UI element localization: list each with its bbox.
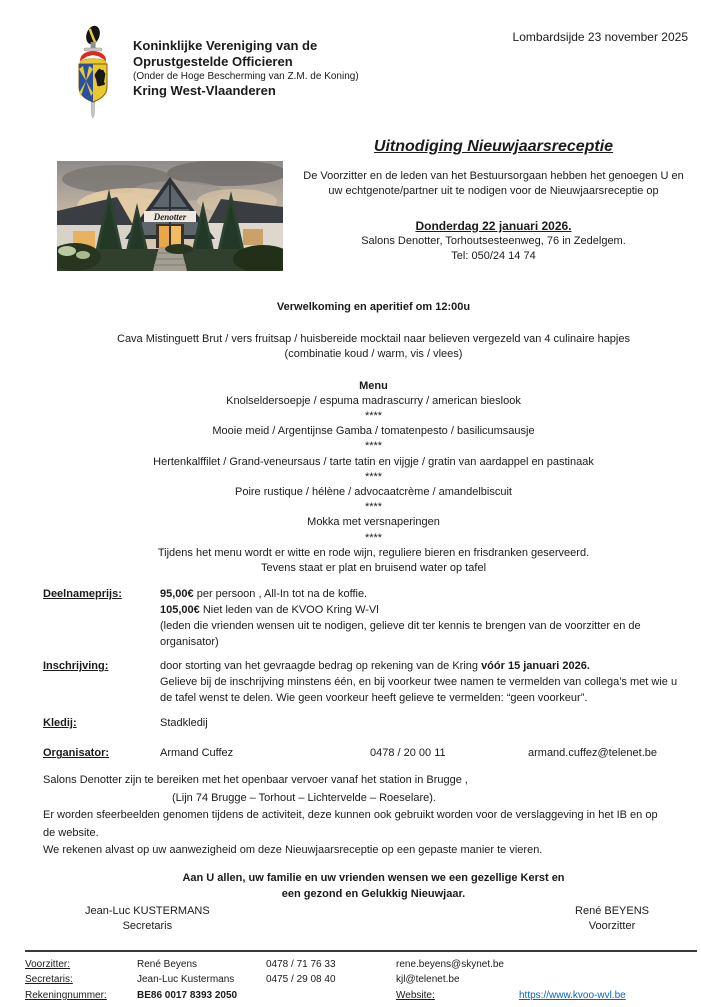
event-date: Donderdag 22 januari 2026.: [415, 218, 572, 233]
dresscode-value: Stadkledij: [160, 717, 208, 730]
organiser-phone: 0478 / 20 00 11: [370, 747, 446, 760]
aperitif-line: (combinatie koud / warm, vis / vlees): [284, 348, 463, 361]
drinks-line: Tevens staat er plat en bruisend water op tafel: [260, 562, 487, 575]
footer-phone: 0475 / 29 08 40: [266, 974, 336, 986]
menu-course: Knolseldersoepje / espuma madrascurry / american bieslook: [226, 394, 521, 407]
event-phone: Tel: 050/24 14 74: [451, 250, 536, 263]
website-label: Website:: [396, 989, 435, 1001]
letterhead: [0, 25, 701, 137]
invitation-section: [0, 137, 701, 289]
menu-separator: ****: [364, 440, 383, 453]
menu-separator: ****: [364, 531, 383, 544]
secretary-signature: [85, 904, 210, 934]
account-number: BE86 0017 8393 2050: [137, 989, 238, 1001]
greeting-line: Aan U allen, uw familie en uw vrienden wensen we een gezellige Kerst en: [182, 871, 565, 884]
greeting-line: een gezond en Gelukkig Nieuwjaar.: [281, 887, 466, 900]
menu-separator: ****: [364, 410, 383, 423]
registration-row: [43, 658, 686, 706]
account-label: Rekeningnummer:: [25, 989, 107, 1001]
transport-line: Salons Denotter zijn te bereiken met het openbaar vervoer vanaf het station in Brugge ,: [43, 774, 468, 787]
organiser-label: Organisator:: [43, 747, 110, 760]
organiser-email: armand.cuffez@telenet.be: [528, 747, 657, 760]
org-chapter: Kring West-Vlaanderen: [133, 83, 276, 98]
intro-line: uw echtgenote/partner uit te nodigen voor de Nieuwjaarsreceptie op: [328, 185, 659, 198]
page-title: Uitnodiging Nieuwjaarsreceptie: [373, 138, 614, 155]
footer-row-account: [25, 988, 697, 1004]
chairman-role: Voorzitter: [588, 919, 636, 932]
org-subtitle: (Onder de Hoge Bescherming van Z.M. de Koning): [133, 71, 359, 82]
menu-course: Hertenkalffilet / Grand-veneursaus / tarte tatin en vijgje / gratin van aardappel en pastinaak: [153, 455, 594, 468]
event-venue: Salons Denotter, Torhoutsesteenweg, 76 in Zedelgem.: [361, 234, 626, 247]
place-and-date: Lombardsijde 23 november 2025: [512, 30, 688, 44]
menu-course: Poire rustique / hélène / advocaatcrème / amandelbiscuit: [235, 486, 512, 499]
aperitif-line: Cava Mistinguett Brut / vers fruitsap / huisbereide mocktail naar believen vergezeld van 4 culinaire hapjes: [117, 333, 630, 346]
reception-and-menu: [0, 300, 701, 576]
footer-email: rene.beyens@skynet.be: [396, 958, 504, 970]
secretary-role: Secretaris: [122, 919, 173, 932]
dresscode-label: Kledij:: [43, 717, 77, 730]
registration-value: door storting van het gevraagde bedrag op rekening van de Kring vóór 15 januari 2026. Gelieve bij de inschrijving minstens één, en bij voorkeur twee namen te vermelden van collega’s met wie u de tafel wenst te delen. Wie geen voorkeur heeft gelieve te vermelden: “geen voorkeur”.: [160, 660, 678, 705]
signature-row: [0, 904, 701, 934]
practical-info: [43, 772, 686, 860]
footer-name: René Beyens: [137, 958, 198, 970]
intro-line: De Voorzitter en de leden van het Bestuursorgaan hebben het genoegen U en: [303, 170, 684, 182]
details-section: [43, 586, 686, 761]
menu-separator: ****: [364, 470, 383, 483]
chairman-signature: [575, 904, 649, 934]
footer-row-chairman: [25, 957, 697, 973]
organiser-row: [43, 745, 686, 761]
menu-course: Mokka met versnaperingen: [307, 516, 440, 529]
greeting-block: [0, 870, 701, 902]
price-row: [43, 586, 686, 650]
organiser-name: Armand Cuffez: [160, 747, 234, 760]
menu-course: Mooie meid / Argentijnse Gamba / tomatenpesto / basilicumsausje: [212, 425, 535, 438]
footer-label: Secretaris:: [25, 974, 73, 986]
menu-separator: ****: [364, 501, 383, 514]
registration-label: Inschrijving:: [43, 660, 109, 673]
photos-notice: Er worden sfeerbeelden genomen tijdens de activiteit, deze kunnen ook gebruikt worden voor de verslaggeving in het IB en op: [43, 809, 658, 822]
footer-row-secretary: [25, 972, 697, 988]
footer-name: Jean-Luc Kustermans: [137, 974, 235, 986]
menu-heading: Menu: [359, 379, 388, 392]
organiser-value: [160, 745, 686, 761]
photos-notice: de website.: [43, 826, 99, 839]
venue-photo: [57, 161, 283, 271]
dresscode-row: [43, 715, 686, 731]
venue-sign-text: Denotter: [153, 212, 187, 222]
org-name-line: Koninklijke Vereniging van de: [133, 38, 318, 53]
invitation-text: [298, 137, 689, 265]
welcome-heading: Verwelkoming en aperitief om 12:00u: [276, 301, 471, 313]
drinks-line: Tijdens het menu wordt er witte en rode wijn, reguliere bieren en frisdranken geserveerd.: [157, 546, 590, 559]
chairman-name: René BEYENS: [575, 904, 649, 917]
secretary-name: Jean-Luc KUSTERMANS: [85, 904, 210, 917]
kvoo-crest-logo: [57, 25, 127, 120]
website-link[interactable]: https://www.kvoo-wvl.be: [519, 989, 626, 1001]
closing-line: We rekenen alvast op uw aanwezigheid om deze Nieuwjaarsreceptie op een gepaste manier te vieren.: [43, 844, 543, 857]
footer-label: Voorzitter:: [25, 958, 71, 970]
org-name-line: Oprustgestelde Officieren: [133, 54, 293, 69]
footer-email: kjl@telenet.be: [396, 974, 460, 986]
footer: [25, 950, 697, 1004]
footer-phone: 0478 / 71 76 33: [266, 958, 336, 970]
price-value: 95,00€ per persoon , All-In tot na de koffie. 105,00€ Niet leden van de KVOO Kring W-Vl (leden die vrienden wensen uit te nodigen, gelieve dit ter kennis te brengen van de voorzitter en de organisator): [160, 588, 641, 649]
price-label: Deelnameprijs:: [43, 588, 122, 601]
bus-line: (Lijn 74 Brugge – Torhout – Lichtervelde – Roeselare).: [172, 791, 436, 804]
